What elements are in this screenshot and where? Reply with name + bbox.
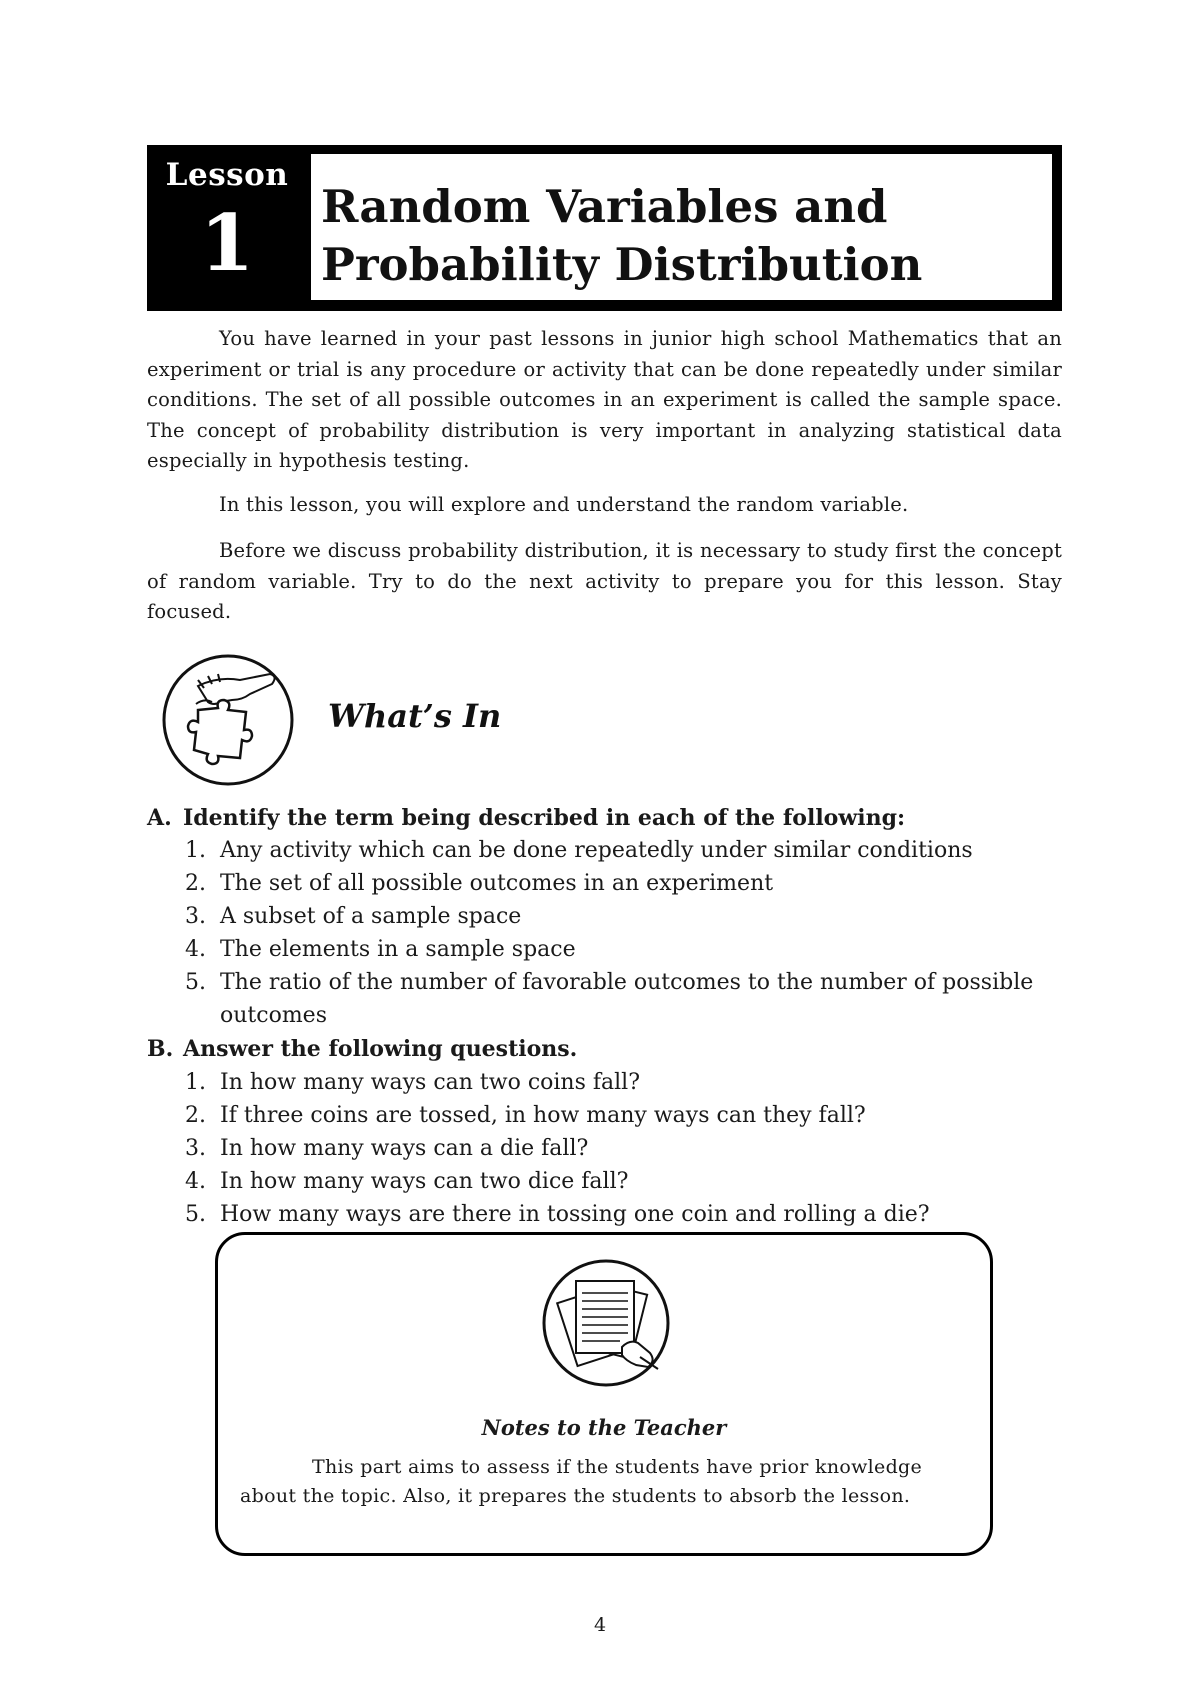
list-item	[185, 867, 1065, 900]
hand-puzzle-icon	[158, 650, 298, 790]
section-title-whats-in: What’s In	[328, 697, 502, 735]
item-text: In how many ways can two dice fall?	[220, 1169, 629, 1194]
list-item	[185, 1165, 1065, 1198]
part-b-heading-text: Answer the following questions.	[183, 1036, 578, 1062]
lesson-title-line-2: Probability Distribution	[321, 238, 923, 291]
item-number: 3.	[185, 1136, 206, 1161]
item-number: 2.	[185, 1103, 206, 1128]
list-item	[185, 1066, 1065, 1099]
list-item	[185, 834, 1065, 867]
lesson-title	[321, 178, 1041, 294]
item-text: The set of all possible outcomes in an experiment	[220, 871, 774, 896]
item-number: 4.	[185, 1169, 206, 1194]
notes-text: This part aims to assess if the students have prior knowledge about the topic. Also, it prepares the students to absorb the lesson.	[240, 1456, 923, 1507]
papers-in-hand-icon	[540, 1257, 672, 1389]
lesson-title-line-1: Random Variables and	[321, 180, 888, 233]
intro-paragraph-2: In this lesson, you will explore and understand the random variable.	[219, 493, 909, 516]
part-b-letter: B.	[147, 1036, 174, 1062]
item-text: In how many ways can two coins fall?	[220, 1070, 641, 1095]
list-item	[185, 933, 1065, 966]
list-item	[185, 1198, 1065, 1231]
item-number: 1.	[185, 1070, 206, 1095]
part-a-list	[185, 834, 1065, 1032]
item-text: The elements in a sample space	[220, 937, 576, 962]
page-number: 4	[593, 1614, 607, 1636]
part-a-heading-text: Identify the term being described in each of the following:	[183, 805, 906, 831]
lesson-number: 1	[199, 198, 255, 289]
lesson-header	[147, 145, 1062, 311]
lesson-title-box	[311, 154, 1052, 300]
item-text: A subset of a sample space	[220, 904, 522, 929]
item-number: 5.	[185, 970, 206, 995]
item-text: Any activity which can be done repeatedly under similar conditions	[220, 838, 973, 863]
intro-paragraph-3: Before we discuss probability distribution, it is necessary to study first the concept of random variable. Try to do the next activity to prepare you for this lesson. Stay focused.	[147, 539, 1062, 623]
notes-to-teacher-box	[215, 1232, 993, 1556]
list-item	[185, 966, 1065, 1032]
lesson-tab	[147, 145, 307, 311]
item-text: The ratio of the number of favorable outcomes to the number of possible outcomes	[220, 970, 1034, 1028]
item-number: 1.	[185, 838, 206, 863]
item-number: 2.	[185, 871, 206, 896]
part-b-heading	[147, 1033, 577, 1065]
intro-paragraph-1: You have learned in your past lessons in junior high school Mathematics that an experiment or trial is any procedure or activity that can be done repeatedly under similar conditions. The set of all possible outcomes in an experiment is called the sample space. The concept of probability distribution is very important in analyzing statistical data especially in hypothesis testing.	[147, 327, 1062, 472]
item-text: In how many ways can a die fall?	[220, 1136, 589, 1161]
part-b-list	[185, 1066, 1065, 1231]
part-a-letter: A.	[147, 805, 172, 831]
item-number: 5.	[185, 1202, 206, 1227]
item-number: 3.	[185, 904, 206, 929]
lesson-label: Lesson	[165, 157, 289, 193]
part-a-heading	[147, 802, 905, 834]
list-item	[185, 1099, 1065, 1132]
list-item	[185, 900, 1065, 933]
item-text: How many ways are there in tossing one coin and rolling a die?	[220, 1202, 930, 1227]
notes-title: Notes to the Teacher	[481, 1415, 727, 1440]
list-item	[185, 1132, 1065, 1165]
item-text: If three coins are tossed, in how many ways can they fall?	[220, 1103, 866, 1128]
item-number: 4.	[185, 937, 206, 962]
